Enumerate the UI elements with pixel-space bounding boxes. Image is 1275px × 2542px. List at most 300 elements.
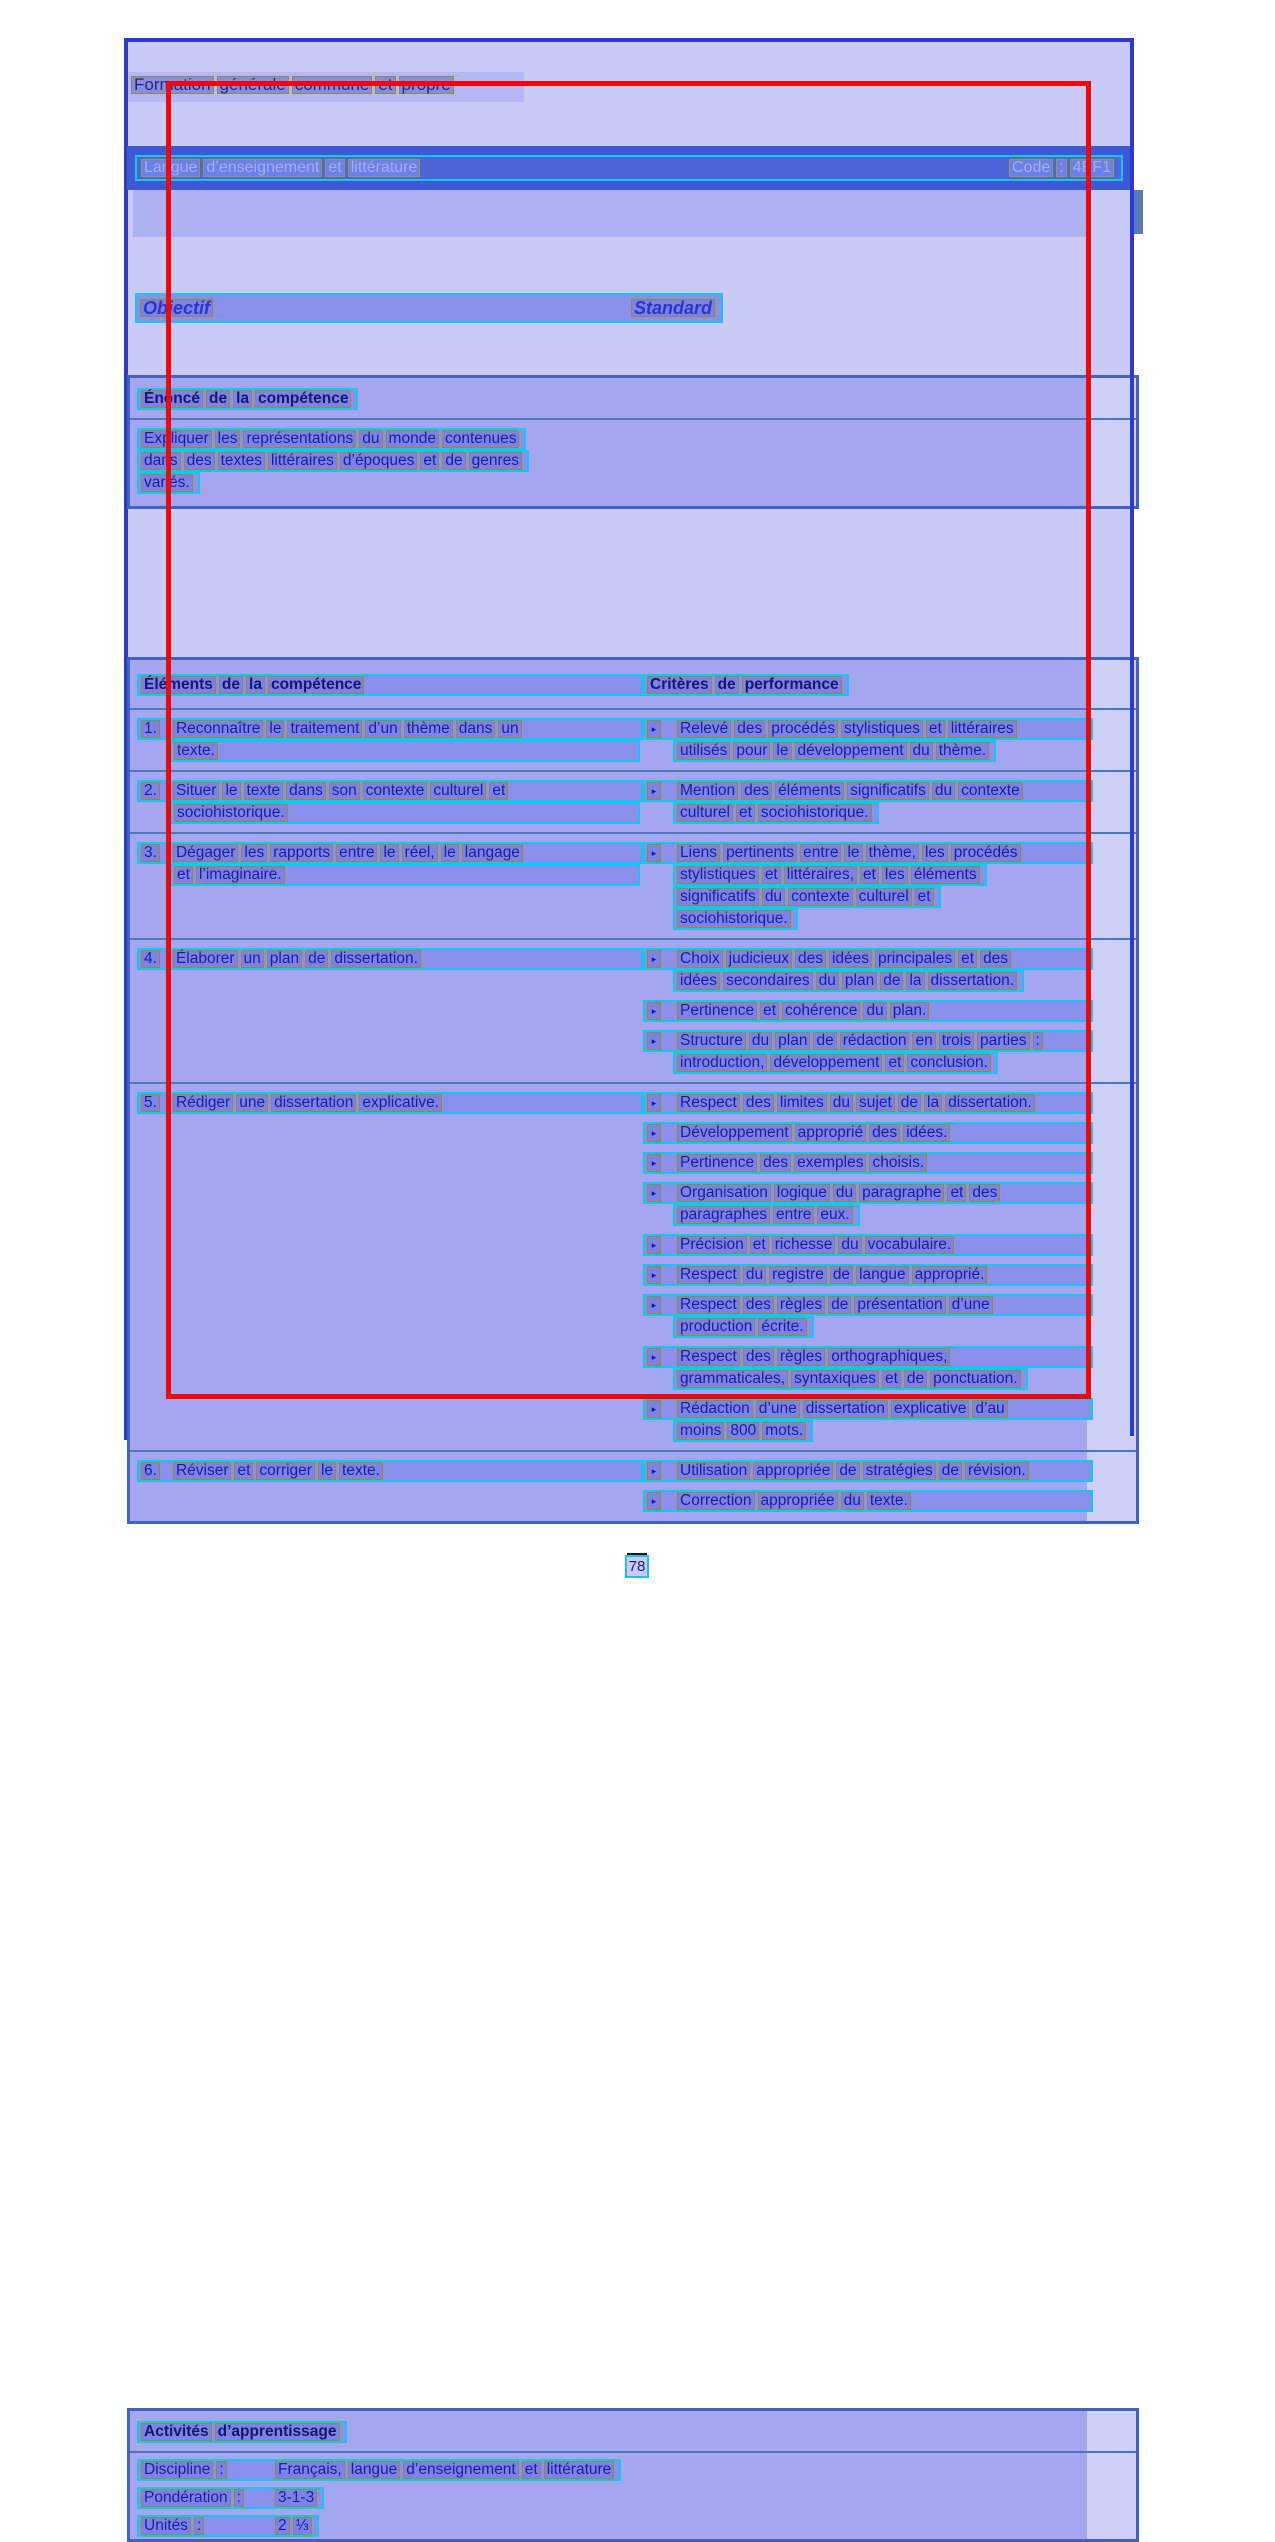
word-highlight: moins xyxy=(677,1422,724,1440)
ocr-line-box xyxy=(137,472,200,494)
table-row xyxy=(130,772,1136,834)
word-highlight: du xyxy=(359,430,382,448)
ocr-line-box xyxy=(170,740,640,762)
word-highlight: du xyxy=(833,1184,856,1202)
word-highlight: Rédaction xyxy=(677,1400,753,1418)
elements-header-row xyxy=(130,660,1136,710)
word-highlight: stylistiques xyxy=(677,866,759,884)
word-highlight: le xyxy=(773,742,791,760)
ocr-line-box xyxy=(643,1398,1093,1420)
ocr-line-box xyxy=(643,1030,1093,1052)
word-highlight: stratégies xyxy=(863,1462,936,1480)
word-highlight: l’imaginaire. xyxy=(196,866,285,884)
word-highlight: Structure xyxy=(677,1032,746,1050)
word-highlight: écrite. xyxy=(758,1318,806,1336)
word-highlight: production xyxy=(677,1318,755,1336)
word-highlight: les xyxy=(882,866,908,884)
item-number: 2. xyxy=(141,782,160,800)
word-highlight: du xyxy=(816,972,839,990)
criterion-item xyxy=(643,780,1093,824)
word-highlight: littéraires xyxy=(948,720,1017,738)
word-highlight: de xyxy=(715,676,739,694)
word-highlight: et xyxy=(420,452,439,470)
word-highlight: mots. xyxy=(762,1422,806,1440)
word-highlight: cohérence xyxy=(782,1002,860,1020)
word-highlight: éléments xyxy=(775,782,844,800)
word-highlight: rédaction xyxy=(840,1032,910,1050)
objectif-heading xyxy=(140,299,216,317)
word-highlight: Pertinence xyxy=(677,1154,757,1172)
activites-fields xyxy=(130,2453,1136,2537)
bullet-icon: ▸ xyxy=(647,1400,661,1418)
word-highlight: Unités xyxy=(141,2517,191,2535)
ocr-line-box xyxy=(137,718,643,740)
bullet-icon: ▸ xyxy=(647,1266,661,1284)
bullet-icon: ▸ xyxy=(647,1032,661,1050)
word-highlight: compétence xyxy=(268,676,364,694)
word-highlight: paragraphes xyxy=(677,1206,770,1224)
word-highlight: de xyxy=(880,972,903,990)
bullet-icon: ▸ xyxy=(647,782,661,800)
criterion-item xyxy=(643,1294,1093,1338)
word-highlight: de xyxy=(219,676,243,694)
word-highlight: d’enseignement xyxy=(203,159,322,177)
word-highlight: contexte xyxy=(363,782,428,800)
word-highlight: et xyxy=(522,2461,541,2479)
item-number: 6. xyxy=(141,1462,160,1480)
word-highlight: Organisation xyxy=(677,1184,771,1202)
word-highlight: règles xyxy=(777,1348,825,1366)
criterion-item xyxy=(643,1264,1093,1286)
word-highlight: d’apprentissage xyxy=(215,2423,340,2441)
bullet-icon: ▸ xyxy=(647,1236,661,1254)
page-number: 78 xyxy=(625,1555,649,1578)
word-highlight: thème xyxy=(404,720,453,738)
word-highlight: introduction, xyxy=(677,1054,767,1072)
ocr-line-box xyxy=(643,948,1093,970)
ocr-line-box xyxy=(643,780,1093,802)
page-number-tick-mark xyxy=(627,1553,647,1555)
criterion-item xyxy=(643,1122,1093,1144)
word-highlight: Standard xyxy=(631,299,715,317)
word-highlight: des xyxy=(741,782,772,800)
word-highlight: stylistiques xyxy=(841,720,923,738)
word-highlight: le xyxy=(844,844,862,862)
element-cell xyxy=(130,718,643,762)
bullet-icon: ▸ xyxy=(647,720,661,738)
word-highlight: commune xyxy=(292,76,373,94)
word-highlight: langue xyxy=(856,1266,909,1284)
ocr-line-box xyxy=(643,842,1093,864)
table-row xyxy=(130,710,1136,772)
ocr-line-box xyxy=(643,1000,1093,1022)
word-highlight: texte. xyxy=(867,1492,911,1510)
table-row xyxy=(130,1084,1136,1452)
enonce-table xyxy=(127,375,1139,509)
word-highlight: Respect xyxy=(677,1348,740,1366)
word-highlight: dans xyxy=(286,782,326,800)
ocr-line-box xyxy=(673,1052,998,1074)
word-highlight: de xyxy=(836,1462,859,1480)
word-highlight: d’une xyxy=(949,1296,993,1314)
word-highlight: du xyxy=(830,1094,853,1112)
word-highlight: approprié. xyxy=(912,1266,988,1284)
ocr-line-box xyxy=(137,388,358,410)
word-highlight: texte. xyxy=(339,1462,383,1480)
element-cell xyxy=(130,780,643,824)
word-highlight: un xyxy=(241,950,264,968)
word-highlight: en xyxy=(912,1032,935,1050)
word-highlight: pertinents xyxy=(723,844,797,862)
word-highlight: du xyxy=(762,888,785,906)
word-highlight: rapports xyxy=(270,844,333,862)
word-highlight: idées. xyxy=(903,1124,950,1142)
word-highlight: d’un xyxy=(365,720,400,738)
word-highlight: et xyxy=(882,1370,901,1388)
word-highlight: appropriée xyxy=(753,1462,833,1480)
word-highlight: variés. xyxy=(141,474,193,492)
page-right-border xyxy=(1130,38,1134,1436)
word-highlight: et xyxy=(915,888,934,906)
word-highlight: de xyxy=(904,1370,927,1388)
word-highlight: paragraphe xyxy=(859,1184,944,1202)
word-highlight: choisis. xyxy=(869,1154,927,1172)
word-highlight: significatifs xyxy=(847,782,929,800)
criteria-cell xyxy=(643,718,1093,762)
ocr-line-box xyxy=(643,1346,1093,1368)
word-highlight: le xyxy=(441,844,459,862)
word-highlight: Pondération xyxy=(141,2489,231,2507)
word-highlight: sujet xyxy=(856,1094,895,1112)
word-highlight: Énoncé xyxy=(141,390,203,408)
bullet-icon: ▸ xyxy=(647,1184,661,1202)
word-highlight: Rédiger xyxy=(173,1094,233,1112)
field-label xyxy=(141,2489,275,2507)
ocr-line-box xyxy=(643,1460,1093,1482)
word-highlight: contenues xyxy=(442,430,520,448)
field-line xyxy=(137,2515,319,2537)
ocr-line-box xyxy=(673,1420,813,1442)
criterion-item xyxy=(643,948,1093,992)
bullet-icon: ▸ xyxy=(647,950,661,968)
ocr-line-box xyxy=(137,780,643,802)
word-highlight: et xyxy=(762,866,781,884)
word-highlight: sociohistorique. xyxy=(758,804,872,822)
word-highlight: et xyxy=(885,1054,904,1072)
bullet-icon: ▸ xyxy=(647,1348,661,1366)
word-highlight: dissertation xyxy=(271,1094,356,1112)
ocr-line-box xyxy=(170,802,640,824)
criteria-cell xyxy=(643,948,1093,1074)
word-highlight: Langue xyxy=(141,159,200,177)
word-highlight: la xyxy=(906,972,924,990)
word-highlight: approprié xyxy=(795,1124,867,1142)
criteria-cell xyxy=(643,842,1093,930)
ocr-line-box xyxy=(137,428,526,450)
table-row xyxy=(130,940,1136,1084)
word-highlight: développement xyxy=(770,1054,882,1072)
word-highlight: et xyxy=(736,804,755,822)
word-highlight: des xyxy=(734,720,765,738)
word-highlight: et xyxy=(375,76,395,94)
word-highlight: des xyxy=(184,452,215,470)
word-highlight: Précision xyxy=(677,1236,747,1254)
bullet-icon: ▸ xyxy=(647,1124,661,1142)
word-highlight: ⅓ xyxy=(293,2517,312,2535)
word-highlight: compétence xyxy=(255,390,351,408)
word-highlight: appropriée xyxy=(758,1492,838,1510)
ocr-line-box xyxy=(643,1294,1093,1316)
word-highlight: de xyxy=(813,1032,836,1050)
ocr-line-box xyxy=(137,1460,643,1482)
word-highlight: et xyxy=(234,1462,253,1480)
word-highlight: plan xyxy=(842,972,877,990)
word-highlight: Éléments xyxy=(141,676,216,694)
word-highlight: culturel xyxy=(856,888,912,906)
word-highlight: propre xyxy=(399,76,454,94)
left-header-cell xyxy=(130,674,643,696)
word-highlight: un xyxy=(498,720,521,738)
item-number: 3. xyxy=(141,844,160,862)
word-highlight: Reconnaître xyxy=(173,720,263,738)
word-highlight: éléments xyxy=(911,866,980,884)
word-highlight: sociohistorique. xyxy=(174,804,288,822)
ocr-line-box xyxy=(643,674,849,696)
ocr-line-box xyxy=(673,908,798,930)
ocr-line-box xyxy=(137,2421,347,2443)
word-highlight: et xyxy=(760,1002,779,1020)
word-highlight: et xyxy=(489,782,508,800)
word-highlight: traitement xyxy=(287,720,362,738)
word-highlight: corriger xyxy=(256,1462,315,1480)
criterion-item xyxy=(643,1152,1093,1174)
ocr-line-box xyxy=(673,864,987,886)
word-highlight: utilisés xyxy=(677,742,730,760)
word-highlight: plan xyxy=(775,1032,810,1050)
element-cell xyxy=(130,1092,643,1442)
word-highlight: la xyxy=(233,390,252,408)
ocr-line-box xyxy=(170,864,640,886)
word-highlight: Pertinence xyxy=(677,1002,757,1020)
word-highlight: et xyxy=(174,866,193,884)
word-highlight: Formation xyxy=(131,76,214,94)
word-highlight: du xyxy=(932,782,955,800)
word-highlight: Élaborer xyxy=(173,950,238,968)
ocr-line-box xyxy=(643,1092,1093,1114)
word-highlight: règles xyxy=(777,1296,825,1314)
word-highlight: du xyxy=(838,1236,861,1254)
standard-heading xyxy=(631,299,718,317)
word-highlight: des xyxy=(795,950,826,968)
word-highlight: littéraires, xyxy=(784,866,857,884)
word-highlight: des xyxy=(869,1124,900,1142)
word-highlight: : xyxy=(194,2517,204,2535)
word-highlight: des xyxy=(760,1154,791,1172)
word-highlight: orthographiques, xyxy=(828,1348,950,1366)
word-highlight: et xyxy=(750,1236,769,1254)
word-highlight: thème. xyxy=(936,742,989,760)
element-cell xyxy=(130,1460,643,1512)
ocr-line-box xyxy=(673,740,996,762)
word-highlight: Correction xyxy=(677,1492,755,1510)
word-highlight: et xyxy=(860,866,879,884)
word-highlight: thème, xyxy=(866,844,919,862)
word-highlight: d’au xyxy=(972,1400,1007,1418)
word-highlight: des xyxy=(969,1184,1000,1202)
criterion-item xyxy=(643,1000,1093,1022)
word-highlight: procédés xyxy=(951,844,1021,862)
ocr-line-box xyxy=(643,718,1093,740)
field-label xyxy=(141,2517,275,2535)
element-cell xyxy=(130,842,643,930)
ocr-line-box xyxy=(137,842,643,864)
word-highlight: les xyxy=(241,844,267,862)
ocr-line-box xyxy=(673,970,1024,992)
word-highlight: vocabulaire. xyxy=(865,1236,955,1254)
word-highlight: significatifs xyxy=(677,888,759,906)
word-highlight: Français, xyxy=(275,2461,345,2479)
bullet-icon: ▸ xyxy=(647,1462,661,1480)
word-highlight: Relevé xyxy=(677,720,731,738)
bullet-icon: ▸ xyxy=(647,1002,661,1020)
course-name xyxy=(141,159,423,177)
word-highlight: des xyxy=(743,1296,774,1314)
ocr-line-box xyxy=(643,1234,1093,1256)
criterion-item xyxy=(643,1030,1093,1074)
word-highlight: conclusion. xyxy=(907,1054,991,1072)
word-highlight: grammaticales, xyxy=(677,1370,788,1388)
criterion-item xyxy=(643,1182,1093,1226)
ocr-line-box xyxy=(137,948,643,970)
word-highlight: entre xyxy=(336,844,377,862)
word-highlight: son xyxy=(329,782,360,800)
word-highlight: générale xyxy=(217,76,289,94)
word-highlight: registre xyxy=(769,1266,827,1284)
word-highlight: dans xyxy=(141,452,181,470)
word-highlight: d’une xyxy=(756,1400,800,1418)
criteria-cell xyxy=(643,1092,1093,1442)
word-highlight: explicative xyxy=(891,1400,969,1418)
word-highlight: explicative. xyxy=(359,1094,442,1112)
word-highlight: trois xyxy=(939,1032,974,1050)
ocr-line-box xyxy=(673,886,941,908)
word-highlight: d’enseignement xyxy=(403,2461,518,2479)
course-header-bar xyxy=(127,146,1134,190)
field-line xyxy=(137,2459,621,2481)
ocr-line-box xyxy=(135,155,1123,181)
word-highlight: Respect xyxy=(677,1296,740,1314)
criteria-cell xyxy=(643,780,1093,824)
word-highlight: du xyxy=(743,1266,766,1284)
word-highlight: la xyxy=(924,1094,942,1112)
word-highlight: plan xyxy=(267,950,302,968)
word-highlight: dissertation. xyxy=(928,972,1018,990)
word-highlight: plan. xyxy=(890,1002,930,1020)
word-highlight: les xyxy=(215,430,241,448)
word-highlight: le xyxy=(222,782,240,800)
word-highlight: Expliquer xyxy=(141,430,212,448)
header-bar-extension xyxy=(1134,190,1143,234)
word-highlight: et xyxy=(926,720,945,738)
word-highlight: du xyxy=(863,1002,886,1020)
word-highlight: idées xyxy=(829,950,872,968)
word-highlight: Respect xyxy=(677,1094,740,1112)
word-highlight: de xyxy=(442,452,465,470)
field-line xyxy=(137,2487,324,2509)
criterion-item xyxy=(643,1346,1093,1390)
word-highlight: langage xyxy=(462,844,523,862)
word-highlight: Discipline xyxy=(141,2461,213,2479)
word-highlight: représentations xyxy=(243,430,356,448)
word-highlight: 4EF1 xyxy=(1070,159,1114,177)
word-highlight: de xyxy=(939,1462,962,1480)
word-highlight: du xyxy=(749,1032,772,1050)
item-number: 1. xyxy=(141,720,160,738)
right-header-cell xyxy=(643,674,1093,696)
ocr-line-box xyxy=(673,1316,814,1338)
word-highlight: secondaires xyxy=(723,972,813,990)
element-cell xyxy=(130,948,643,1074)
word-highlight: pour xyxy=(733,742,770,760)
word-highlight: judicieux xyxy=(726,950,792,968)
word-highlight: des xyxy=(743,1094,774,1112)
word-highlight: une xyxy=(236,1094,268,1112)
criterion-item xyxy=(643,842,1093,930)
ocr-line-box xyxy=(137,450,529,472)
word-highlight: de xyxy=(830,1266,853,1284)
word-highlight: la xyxy=(246,676,265,694)
word-highlight: ponctuation. xyxy=(930,1370,1020,1388)
word-highlight: le xyxy=(380,844,398,862)
word-highlight: Mention xyxy=(677,782,738,800)
word-highlight: révision. xyxy=(965,1462,1029,1480)
elements-rows xyxy=(130,710,1136,1520)
word-highlight: Réviser xyxy=(173,1462,232,1480)
word-highlight: et xyxy=(325,159,344,177)
word-highlight: exemples xyxy=(794,1154,866,1172)
word-highlight: richesse xyxy=(772,1236,836,1254)
word-highlight: syntaxiques xyxy=(791,1370,879,1388)
word-highlight: Objectif xyxy=(140,299,213,317)
word-highlight: Choix xyxy=(677,950,723,968)
word-highlight: : xyxy=(1056,159,1066,177)
word-highlight: dissertation. xyxy=(331,950,421,968)
word-highlight: Activités xyxy=(141,2423,212,2441)
bullet-icon: ▸ xyxy=(647,1154,661,1172)
ocr-line-box xyxy=(673,1368,1028,1390)
word-highlight: présentation xyxy=(854,1296,945,1314)
word-highlight: langue xyxy=(348,2461,401,2479)
table-row xyxy=(130,834,1136,940)
word-highlight: le xyxy=(266,720,284,738)
word-highlight: et xyxy=(958,950,977,968)
word-highlight: le xyxy=(318,1462,336,1480)
column-headers xyxy=(135,293,723,323)
word-highlight: contexte xyxy=(788,888,853,906)
word-highlight: genres xyxy=(469,452,522,470)
ocr-line-box xyxy=(673,802,879,824)
word-highlight: Dégager xyxy=(173,844,238,862)
word-highlight: texte xyxy=(244,782,284,800)
word-highlight: de xyxy=(206,390,230,408)
criterion-item xyxy=(643,1460,1093,1482)
elements-table xyxy=(127,657,1139,1524)
word-highlight: et xyxy=(947,1184,966,1202)
enonce-header-row xyxy=(130,378,1136,420)
criterion-item xyxy=(643,1398,1093,1442)
word-highlight: littéraires xyxy=(268,452,337,470)
word-highlight: parties xyxy=(977,1032,1030,1050)
